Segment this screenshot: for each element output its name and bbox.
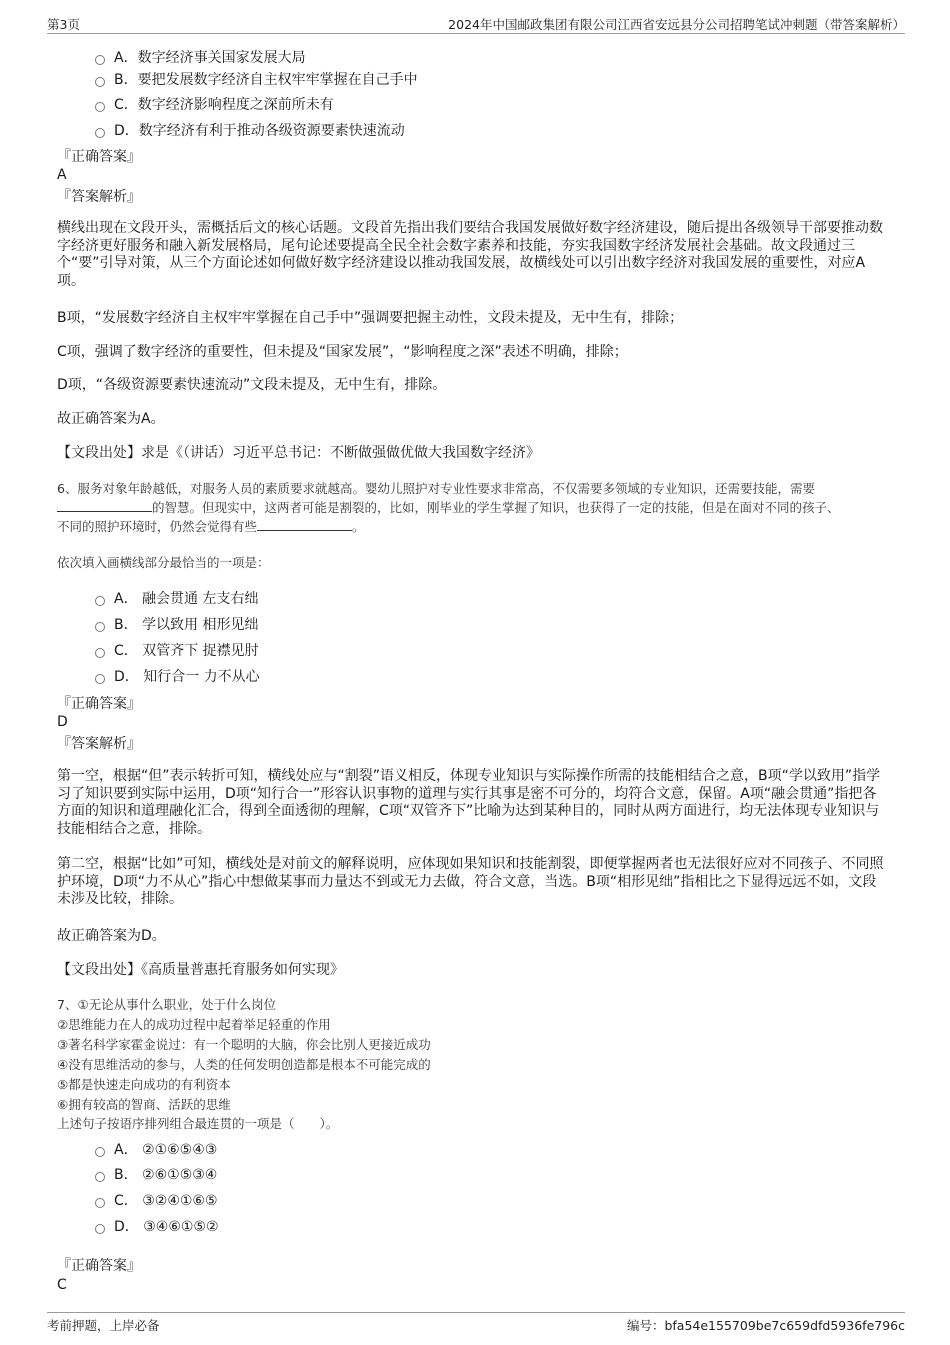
- q7-line-4: ④没有思维活动的参与，人类的任何发明创造都是根本不可能完成的: [57, 1057, 431, 1072]
- q7-prompt: 上述句子按语序排列组合最连贯的一项是（ ）。: [57, 1116, 339, 1131]
- q5-analysis-para-4: D项，“各级资源要素快速流动”文段未提及，无中生有，排除。: [57, 377, 447, 393]
- radio-icon[interactable]: [95, 674, 105, 684]
- radio-icon[interactable]: [95, 1172, 105, 1182]
- q5-answer-label: 『正确答案』: [57, 149, 141, 165]
- q6-analysis-para-2: 第二空，根据“比如”可知，横线处是对前文的解释说明，应体现如果知识和技能割裂，即便掌握两者也无法很好应对不同孩子、不同照护环境，D项“力不从心”指心中想做某事而力量达不到或无力去做，符合文意，当选。B项“相形见绌”指相比之下显得远远不如，文段未涉及比较，排除。: [57, 856, 884, 907]
- page-header: [47, 14, 905, 34]
- q5-analysis-para-1: 横线出现在文段开头，需概括后文的核心话题。文段首先指出我们要结合我国发展做好数字经济建设，随后提出各级领导干部要推动数字经济更好服务和融入新发展格局，尾句论述要提高全民全社会数字素养和技能，夯实我国数字经济发展社会基础。故文段通过三个“要”引导对策，从三个方面论述如何做好数字经济建设以推动我国发展，故横线处可以引出数字经济对我国发展的重要性，对应A项。: [57, 220, 883, 289]
- radio-icon[interactable]: [95, 1224, 105, 1234]
- page-number: 第3页: [47, 17, 80, 32]
- footer-slogan: 考前押题，上岸必备: [47, 1318, 160, 1333]
- q6-analysis-para-1: 第一空，根据“但”表示转折可知，横线处应与“割裂”语义相反，体现专业知识与实际操作所需的技能相结合之意，B项“学以致用”指学习了知识要到实际中运用，D项“知行合一”形容认识事物的道理与实行其事是密不可分的，均符合文意，保留。A项“融会贯通”指把各方面的知识和道理融化汇合，得到全面透彻的理解，C项“双管齐下”比喻为达到某种目的，同时从两方面进行，均无法体现专业知识与技能相结合之意，排除。: [57, 768, 881, 837]
- q6-source: 【文段出处】《高质量普惠托育服务如何实现》: [57, 962, 344, 978]
- radio-icon[interactable]: [95, 596, 105, 606]
- q6-option-a[interactable]: A． 融会贯通 左支右绌: [95, 588, 258, 608]
- q6-prompt: 依次填入画横线部分最恰当的一项是：: [57, 555, 270, 570]
- q7-line-5: ⑤都是快速走向成功的有利资本: [57, 1077, 231, 1092]
- q7-option-d[interactable]: D． ③④⑥①⑤②: [95, 1216, 219, 1236]
- q7-answer: C: [57, 1277, 67, 1293]
- document-id: 编号：bfa54e155709be7c659dfd5936fe796c: [626, 1318, 905, 1333]
- radio-icon[interactable]: [95, 622, 105, 632]
- radio-icon[interactable]: [95, 55, 105, 65]
- q6-option-d[interactable]: D． 知行合一 力不从心: [95, 666, 260, 686]
- q6-answer: D: [57, 714, 68, 730]
- answer-blank-2: [257, 518, 352, 531]
- q6-option-c[interactable]: C． 双管齐下 捉襟见肘: [95, 640, 259, 660]
- radio-icon[interactable]: [95, 77, 105, 87]
- q5-option-a[interactable]: A．数字经济事关国家发展大局: [95, 47, 306, 67]
- q7-option-a[interactable]: A． ②①⑥⑤④③: [95, 1139, 217, 1159]
- q7-line-1: 7、①无论从事什么职业，处于什么岗位: [57, 997, 277, 1012]
- q6-analysis-para-3: 故正确答案为D。: [57, 928, 166, 944]
- q5-answer: A: [57, 167, 67, 183]
- q7-option-c[interactable]: C． ③②④①⑥⑤: [95, 1190, 218, 1210]
- q7-line-2: ②思维能力在人的成功过程中起着举足轻重的作用: [57, 1017, 331, 1032]
- q5-analysis-para-5: 故正确答案为A。: [57, 411, 165, 427]
- radio-icon[interactable]: [95, 128, 105, 138]
- q5-option-d[interactable]: D．数字经济有利于推动各级资源要素快速流动: [95, 120, 405, 140]
- document-title: 2024年中国邮政集团有限公司江西省安远县分公司招聘笔试冲刺题（带答案解析）: [448, 17, 905, 32]
- q7-line-6: ⑥拥有较高的智商、活跃的思维: [57, 1097, 231, 1112]
- q7-line-3: ③著名科学家霍金说过：有一个聪明的大脑，你会比别人更接近成功: [57, 1037, 431, 1052]
- q5-analysis-para-2: B项，“发展数字经济自主权牢牢掌握在自己手中”强调要把握主动性，文段未提及，无中生有，排除；: [57, 310, 684, 326]
- q6-option-b[interactable]: B． 学以致用 相形见绌: [95, 614, 259, 634]
- q5-source: 【文段出处】求是《（讲话）习近平总书记：不断做强做优做大我国数字经济》: [57, 445, 540, 461]
- radio-icon[interactable]: [95, 102, 105, 112]
- answer-blank-1: [57, 499, 152, 512]
- q6-stem: 6、服务对象年龄越低，对服务人员的素质要求就越高。婴幼儿照护对专业性要求非常高，不仅需要多领域的专业知识，还需要技能，需要 的智慧。但现实中，这两者可能是割裂的，比如，刚毕业的学生掌握了知识，也获得了一定的技能，但是在面对不同的孩子、 不同的照护环境时，仍然会觉得有些 。: [57, 481, 840, 534]
- q5-option-b[interactable]: B．要把发展数字经济自主权牢牢掌握在自己手中: [95, 69, 418, 89]
- q6-answer-label: 『正确答案』: [57, 696, 141, 712]
- radio-icon[interactable]: [95, 1198, 105, 1208]
- q6-analysis-label: 『答案解析』: [57, 736, 141, 752]
- q5-analysis-label: 『答案解析』: [57, 189, 141, 205]
- q7-answer-label: 『正确答案』: [57, 1258, 141, 1274]
- radio-icon[interactable]: [95, 648, 105, 658]
- q5-option-c[interactable]: C．数字经济影响程度之深前所未有: [95, 94, 334, 114]
- q5-analysis-para-3: C项，强调了数字经济的重要性，但未提及“国家发展”，“影响程度之深”表述不明确，排除；: [57, 344, 628, 360]
- page-footer: [47, 1312, 905, 1337]
- radio-icon[interactable]: [95, 1147, 105, 1157]
- q7-option-b[interactable]: B． ②⑥①⑤③④: [95, 1164, 217, 1184]
